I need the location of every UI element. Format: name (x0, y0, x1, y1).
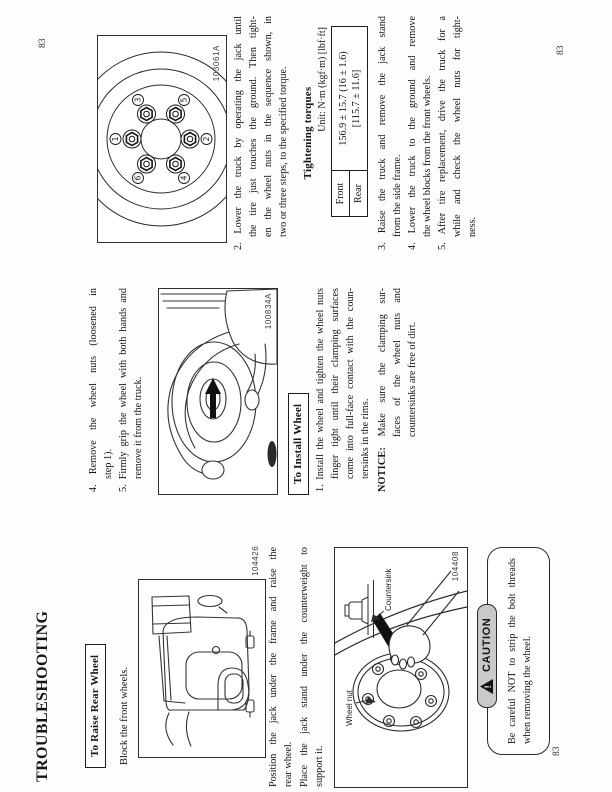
figure-wheel-nut-countersink (334, 547, 468, 788)
instruction-place-jack-stand: Place the jack stand under the counterweight to support it. (299, 547, 325, 787)
sequence-number-2: 2 (202, 136, 212, 142)
figure-label: 104408 (451, 551, 460, 582)
wheel-nut-callout: Wheel nut (345, 689, 354, 726)
figure-label: 104426 (251, 545, 260, 576)
sequence-number-5: 5 (179, 97, 189, 103)
hub-sequence-line-art (98, 36, 226, 242)
sequence-number-4: 4 (179, 175, 189, 181)
caution-badge-label: CAUTION (480, 617, 493, 672)
forklift-body (152, 596, 254, 747)
torque-row-front-label: Front (332, 171, 350, 217)
forklift-line-art (139, 580, 265, 757)
direction-arrow (205, 378, 221, 418)
torque-value-line2: [115.7 ± 11.6] (350, 69, 362, 128)
figure-label: 100834A (264, 293, 273, 330)
countersink-inset (345, 580, 374, 638)
page-title: TROUBLESHOOTING (34, 610, 51, 782)
notice-paragraph: NOTICE: Make sure the clamping sur- faces of the wheel nuts and countersinks are free of dirt. (377, 288, 418, 492)
sequence-number-3: 3 (133, 97, 143, 103)
torque-value-line1: 156.9 ± 15.7 (16 ± 1.6) (337, 51, 349, 146)
step-install-wheel: 1. Install the wheel and tighten the wheel nuts finger tight until their clamping surfaces come into full-face contact with the coun- tersinks in the rims. (315, 288, 371, 492)
figure-tightening-sequence (97, 35, 227, 243)
wheel-hub-line-art (335, 548, 467, 787)
page-number-bottom-right: 83 (556, 45, 566, 55)
torque-unit: Unit: N·m (kgf·m) [lbf·ft] (317, 27, 328, 132)
torque-row-rear-label: Rear (350, 171, 368, 217)
warning-triangle-icon (480, 679, 493, 694)
section-heading-install-wheel: To Install Wheel (288, 393, 309, 495)
torque-table (331, 26, 368, 217)
step-grip-wheel: 5. Firmly grip the wheel with both hands and remove it from the truck. (118, 288, 144, 492)
grip-wheel-line-art (159, 289, 277, 494)
wheel-nuts (123, 105, 199, 173)
figure-gripping-wheel (158, 288, 278, 495)
step-lower-and-tighten: 2. Lower the truck by operating the jack until the tire just touches the ground. Then tight- en the wheel nuts in the sequence shown, in two or three steps, to the specified torque. (233, 16, 289, 250)
torque-value-cell (332, 27, 368, 171)
step-check-after-replacement: 5. After tire replacement, drive the truck for a while and check the wheel nuts for tight- ness. (437, 16, 478, 250)
figure-forklift-rear-on-jack (138, 579, 266, 758)
person-gripping (168, 289, 277, 479)
step-lower-remove-blocks: 4. Lower the truck to the ground and remove the wheel blocks from the front wheels. (407, 16, 433, 250)
section-heading-raise-rear-wheel: To Raise Rear Wheel (85, 644, 106, 768)
caution-box (480, 547, 550, 755)
torque-heading: Tightening torques (302, 86, 314, 180)
figure-label: 103061A (212, 45, 221, 82)
step-raise-remove-stand: 3. Raise the truck and remove the jack stand from the side frame. (377, 16, 403, 250)
page-number-bottom-left: 83 (552, 746, 562, 756)
sequence-number-1: 1 (111, 136, 121, 142)
shadow-blob (268, 441, 277, 467)
countersink-callout: Countersink (384, 568, 393, 611)
block-front-wheels-text: Block the front wheels. (119, 667, 130, 765)
instruction-position-jack: Position the jack under the frame and raise the rear wheel. (268, 547, 294, 787)
svg-text:!: ! (483, 684, 493, 689)
page-number-top-right: 83 (38, 38, 48, 48)
sequence-number-6: 6 (133, 175, 143, 181)
sequence-numbers (110, 95, 212, 184)
step-remove-wheel-nuts: 4. Remove the wheel nuts (loosened in step 1). (88, 288, 114, 492)
caution-badge (477, 604, 497, 708)
caution-text: Be careful NOT to strip the bolt threads when removing the wheel. (507, 558, 533, 744)
hand-holding-nut (389, 571, 459, 669)
